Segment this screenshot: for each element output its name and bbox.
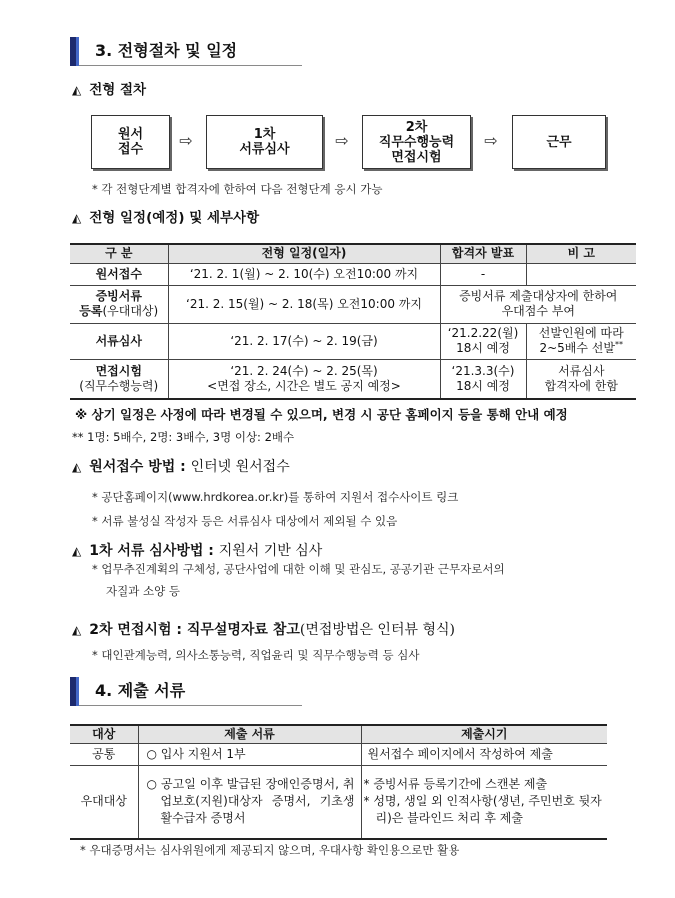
- timing-item: * 증빙서류 등록기간에 스캔본 제출: [363, 777, 548, 792]
- timing-cell: [361, 766, 607, 839]
- triangle-bullet-icon: ◭: [72, 460, 82, 474]
- target-cell: 공통: [70, 744, 138, 766]
- category-cell: [70, 285, 168, 323]
- documents-cell: ○ 입사 지원서 1부: [138, 744, 361, 766]
- announcement-cell: ‘21.2.22(월) 18시 예정: [440, 323, 526, 359]
- category-sub: (우대대상): [102, 304, 159, 318]
- interview-heading: [72, 621, 455, 639]
- right-arrow-icon: ⇨: [179, 131, 193, 150]
- section-marker-bar: [70, 677, 79, 706]
- table-header-row: [70, 725, 607, 744]
- period-text: ‘21. 2. 24(수) ~ 2. 25(목): [230, 363, 378, 378]
- period-cell: ‘21. 2. 15(월) ~ 2. 18(목) 오전10:00 까지: [168, 285, 440, 323]
- merged-note-cell: 증빙서류 제출대상자에 한하여 우대점수 부여: [440, 285, 636, 323]
- application-method-note: * 공단홈페이지(www.hrdkorea.or.kr)를 통하여 지원서 접수사이트 링크: [92, 490, 459, 504]
- documents-table: [70, 724, 607, 840]
- right-arrow-icon: ⇨: [484, 131, 498, 150]
- category-cell: 원서접수: [70, 263, 168, 285]
- preference-certificate-note: * 우대증명서는 심사위원에게 제공되지 않으며, 우대사항 확인용으로만 활용: [80, 843, 460, 857]
- period-cell: ‘21. 2. 1(월) ~ 2. 10(수) 오전10:00 까지: [168, 263, 440, 285]
- document-screening-value: 지원서 기반 심사: [218, 543, 323, 559]
- timing-cell: 원서접수 페이지에서 작성하여 제출: [361, 744, 607, 766]
- section-marker-bar: [70, 37, 79, 66]
- flow-step-interview: 2차 직무수행능력 면접시험: [362, 115, 471, 169]
- announcement-cell: ‘21.3.3(수) 18시 예정: [440, 359, 526, 399]
- process-heading-text: 전형 절차: [89, 82, 147, 98]
- category-sub: (직무수행능력): [79, 378, 159, 393]
- category-line: 면접시험: [95, 363, 142, 378]
- documents-cell: ○ 공고일 이후 발급된 장애인증명서, 취업보호(지원)대상자 증명서, 기초생활수급자 증명서: [138, 766, 361, 839]
- table-header-row: [70, 244, 636, 263]
- interview-note: * 대인관계능력, 의사소통능력, 직업윤리 및 직무수행능력 등 심사: [92, 648, 420, 662]
- table-row: [70, 323, 636, 359]
- document-screening-note: * 업무추진계획의 구체성, 공단사업에 대한 이해 및 관심도, 공공기관 근무자로서의 자질과 소양 등: [92, 562, 505, 598]
- header-period: 전형 일정(일자): [168, 244, 440, 263]
- announcement-cell: -: [440, 263, 526, 285]
- header-remark: 비 고: [526, 244, 636, 263]
- schedule-change-remark: ※ 상기 일정은 사정에 따라 변경될 수 있으며, 변경 시 공단 홈페이지 등을 통해 안내 예정: [75, 407, 568, 422]
- section4-header: [70, 676, 302, 706]
- header-announcement: 합격자 발표: [440, 244, 526, 263]
- interview-value: (면접방법은 인터뷰 형식): [299, 622, 455, 638]
- period-cell: ‘21. 2. 17(수) ~ 2. 19(금): [168, 323, 440, 359]
- right-arrow-icon: ⇨: [335, 131, 349, 150]
- remark-cell: [526, 323, 636, 359]
- section3-title: 3. 전형절차 및 일정: [95, 41, 238, 60]
- remark-cell: 서류심사 합격자에 한함: [526, 359, 636, 399]
- triangle-bullet-icon: ◭: [72, 83, 82, 97]
- section4-title: 4. 제출 서류: [95, 681, 186, 700]
- remark-text: 선발인원에 따라 2~5배수 선발: [538, 326, 624, 355]
- application-method-note: * 서류 불성실 작성자 등은 서류심사 대상에서 제외될 수 있음: [92, 514, 398, 528]
- triangle-bullet-icon: ◭: [72, 211, 82, 225]
- document-screening-label: 1차 서류 심사방법 :: [89, 543, 214, 559]
- application-method-value: 인터넷 원서접수: [190, 459, 290, 475]
- timing-item: * 성명, 생일 외 인적사항(생년, 주민번호 뒷자리)은 블라인드 처리 후 제출: [363, 794, 602, 826]
- flow-step-application: 원서 접수: [91, 115, 170, 169]
- header-target: 대상: [70, 725, 138, 744]
- process-heading: [72, 81, 146, 99]
- schedule-heading: [72, 209, 259, 227]
- table-row: [70, 359, 636, 399]
- period-sub: <면접 장소, 시간은 별도 공지 예정>: [207, 378, 401, 393]
- schedule-heading-text: 전형 일정(예정) 및 세부사항: [89, 210, 260, 226]
- table-row: [70, 766, 607, 839]
- category-line: 증빙서류: [95, 289, 142, 303]
- section3-header: [70, 36, 302, 66]
- header-documents: 제출 서류: [138, 725, 361, 744]
- table-row: [70, 744, 607, 766]
- process-note: * 각 전형단계별 합격자에 한하여 다음 전형단계 응시 가능: [92, 182, 383, 196]
- application-method-label: 원서접수 방법 :: [89, 459, 186, 475]
- flow-step-document-screening: 1차 서류심사: [206, 115, 323, 169]
- period-cell: [168, 359, 440, 399]
- category-line: 등록: [79, 304, 103, 318]
- category-cell: 서류심사: [70, 323, 168, 359]
- application-method-heading: [72, 458, 290, 476]
- flow-step-work: 근무: [512, 115, 606, 169]
- interview-label: 2차 면접시험 : 직무설명자료 참고: [89, 622, 300, 638]
- category-cell: [70, 359, 168, 399]
- header-category: 구 분: [70, 244, 168, 263]
- target-cell: 우대대상: [70, 766, 138, 839]
- triangle-bullet-icon: ◭: [72, 544, 82, 558]
- table-row: [70, 285, 636, 323]
- remark-cell: [526, 263, 636, 285]
- footnote-mark: **: [615, 340, 623, 349]
- triangle-bullet-icon: ◭: [72, 623, 82, 637]
- schedule-footnote: ** 1명: 5배수, 2명: 3배수, 3명 이상: 2배수: [72, 430, 295, 444]
- schedule-table: [70, 243, 636, 400]
- table-row: [70, 263, 636, 285]
- header-timing: 제출시기: [361, 725, 607, 744]
